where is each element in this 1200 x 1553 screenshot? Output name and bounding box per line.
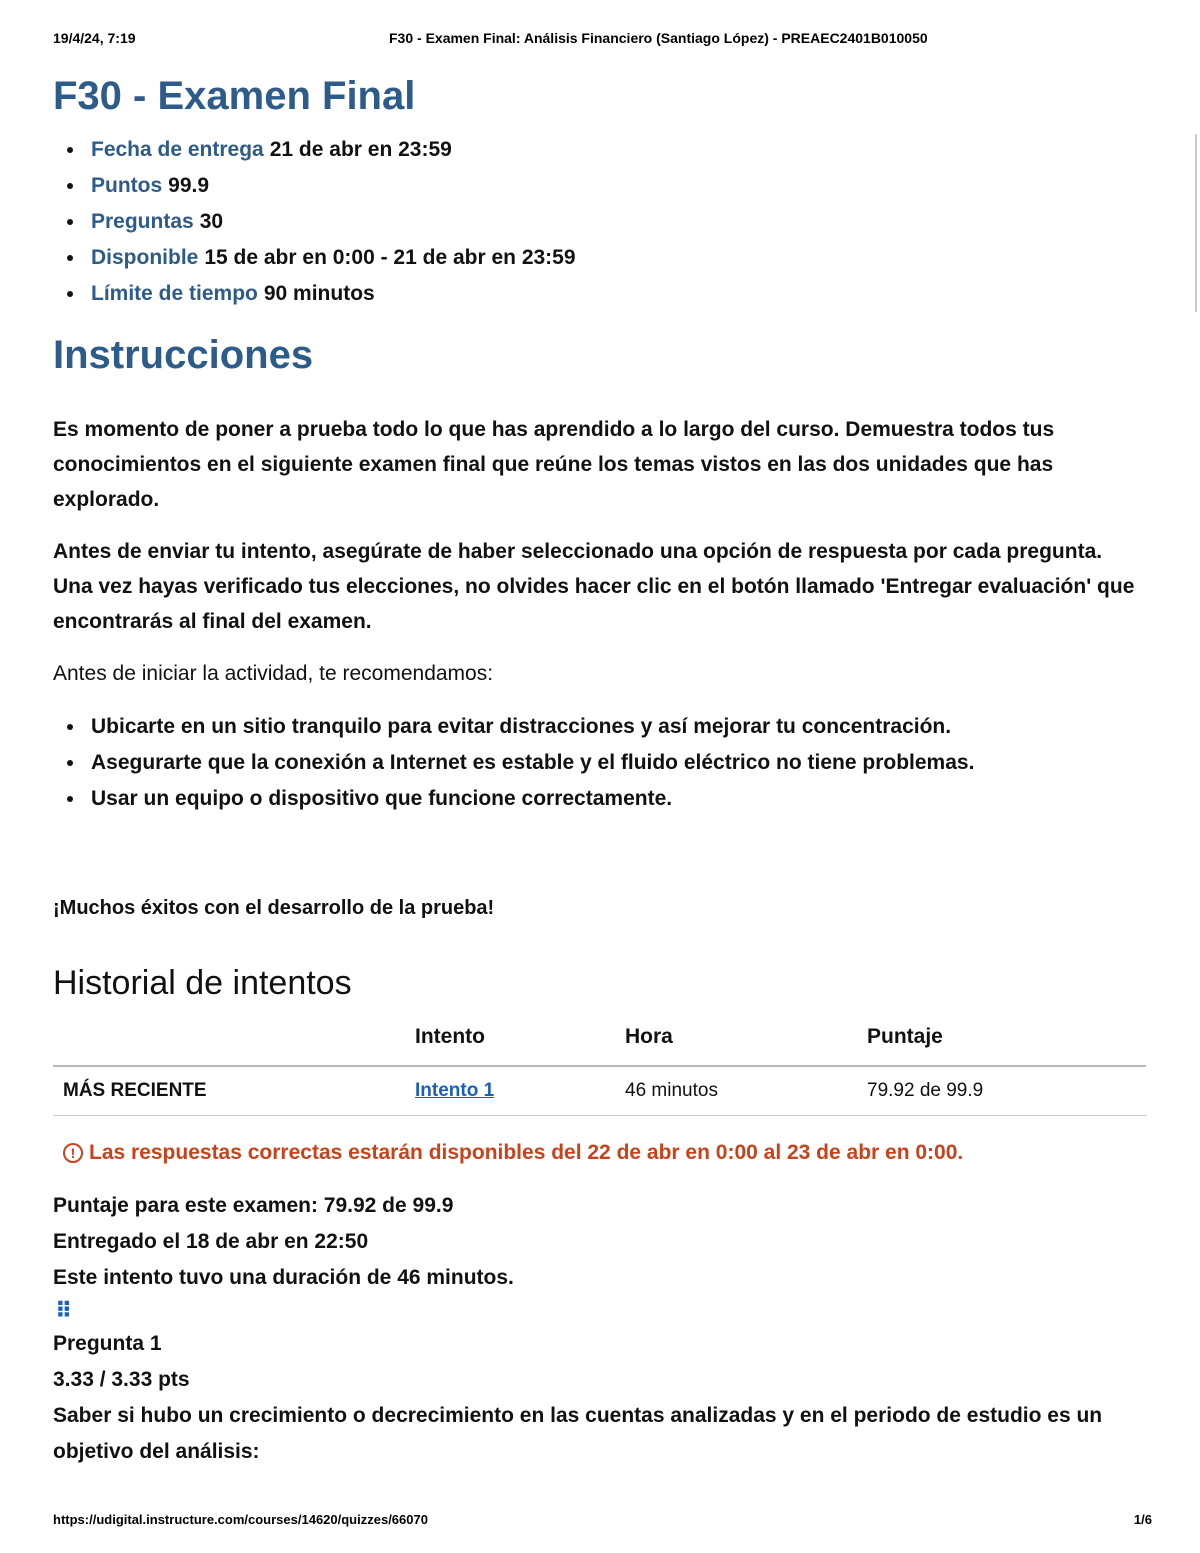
recommendation-item: Asegurarte que la conexión a Internet es estable y el fluido eléctrico no tiene problemas.: [91, 745, 1148, 781]
meta-value: 90 minutos: [263, 282, 375, 305]
p2-text-end: que encontrarás al final del examen.: [53, 575, 1135, 633]
column-header: [53, 1025, 415, 1066]
print-url: https://udigital.instructure.com/courses/14620/quizzes/66070: [53, 1512, 428, 1527]
answers-availability-notice: [63, 1136, 1148, 1170]
attempt-score: 79.92 de 99.9: [867, 1066, 1146, 1116]
table-header-row: [53, 1025, 1146, 1066]
instructions-paragraph-1: Es momento de poner a prueba todo lo que has aprendido a lo largo del curso. Demuestra todos tus conocimientos en el siguiente examen final que reúne los temas vistos en las dos unidades que has explorado.: [53, 418, 1055, 511]
attempt-duration: Este intento tuvo una duración de 46 minutos.: [53, 1266, 514, 1289]
attempt-history-heading: Historial de intentos: [53, 964, 352, 1002]
instructions-paragraph-2: [53, 534, 1143, 639]
meta-key: Límite de tiempo: [91, 282, 258, 305]
meta-divider: [1195, 134, 1197, 312]
meta-key: Puntos: [91, 174, 163, 197]
p3-text: Antes de iniciar la actividad, te recomendamos:: [53, 662, 494, 685]
meta-value: 21 de abr en 23:59: [269, 138, 452, 161]
quiz-content: [53, 70, 1148, 1470]
meta-available: [91, 240, 1148, 276]
recommendation-item: Ubicarte en un sitio tranquilo para evitar distracciones y así mejorar tu concentración.: [91, 709, 1148, 745]
exam-score: Puntaje para este examen: 79.92 de 99.9: [53, 1194, 454, 1217]
quiz-meta-list: [53, 132, 1148, 312]
column-header: Intento: [415, 1025, 625, 1066]
recommendation-item: Usar un equipo o dispositivo que funcione correctamente.: [91, 781, 1148, 817]
meta-key: Preguntas: [91, 210, 194, 233]
column-header: Hora: [625, 1025, 867, 1066]
meta-key: Disponible: [91, 246, 199, 269]
meta-value: 15 de abr en 0:00 - 21 de abr en 23:59: [204, 246, 576, 269]
notice-text: Las respuestas correctas estarán disponibles del 22 de abr en 0:00 al 23 de abr en 0:00.: [89, 1141, 964, 1164]
meta-value: 30: [199, 210, 224, 233]
p2-text-start: Antes de enviar tu intento, asegúrate de haber seleccionado una opción de respuesta por cada pregunta. Una vez hayas verificado tus elecciones, no olvides hacer clic en el botón llamado: [53, 540, 1103, 598]
column-header: Puntaje: [867, 1025, 1146, 1066]
attempt-cell: [415, 1066, 625, 1116]
print-page-number: 1/6: [1133, 1512, 1152, 1527]
result-summary: [53, 1188, 1148, 1470]
meta-questions: [91, 204, 1148, 240]
attempt-history-table: [53, 1025, 1146, 1116]
instructions-heading: Instrucciones: [53, 333, 314, 377]
meta-points: [91, 168, 1148, 204]
question-text: Saber si hubo un crecimiento o decrecimiento en las cuentas analizadas y en el periodo de estudio es un objetivo del análisis:: [53, 1404, 1103, 1463]
instructions-paragraph-3: [53, 656, 1143, 691]
print-header: [53, 30, 1152, 52]
drag-handle-icon[interactable]: ⠿: [55, 1298, 73, 1323]
question-title: Pregunta 1: [53, 1332, 162, 1355]
print-footer: [53, 1512, 1152, 1532]
attempt-time: 46 minutos: [625, 1066, 867, 1116]
info-icon: !: [63, 1143, 83, 1163]
print-document-title: F30 - Examen Final: Análisis Financiero (Santiago López) - PREAEC2401B010050: [389, 30, 928, 46]
meta-value: 99.9: [168, 174, 210, 197]
p2-button-name: 'Entregar evaluación': [880, 575, 1092, 598]
meta-key: Fecha de entrega: [91, 138, 264, 161]
question-points: 3.33 / 3.33 pts: [53, 1368, 190, 1391]
meta-time-limit: [91, 276, 1148, 312]
attempt-label: MÁS RECIENTE: [53, 1066, 415, 1116]
table-row: [53, 1066, 1146, 1116]
meta-due-date: [91, 132, 1148, 168]
recommendations-list: [53, 709, 1148, 817]
quiz-title: F30 - Examen Final: [53, 74, 416, 118]
print-date: 19/4/24, 7:19: [53, 30, 136, 46]
closing-message: ¡Muchos éxitos con el desarrollo de la prueba!: [53, 897, 495, 919]
attempt-link[interactable]: Intento 1: [415, 1080, 495, 1101]
submitted-date: Entregado el 18 de abr en 22:50: [53, 1230, 369, 1253]
